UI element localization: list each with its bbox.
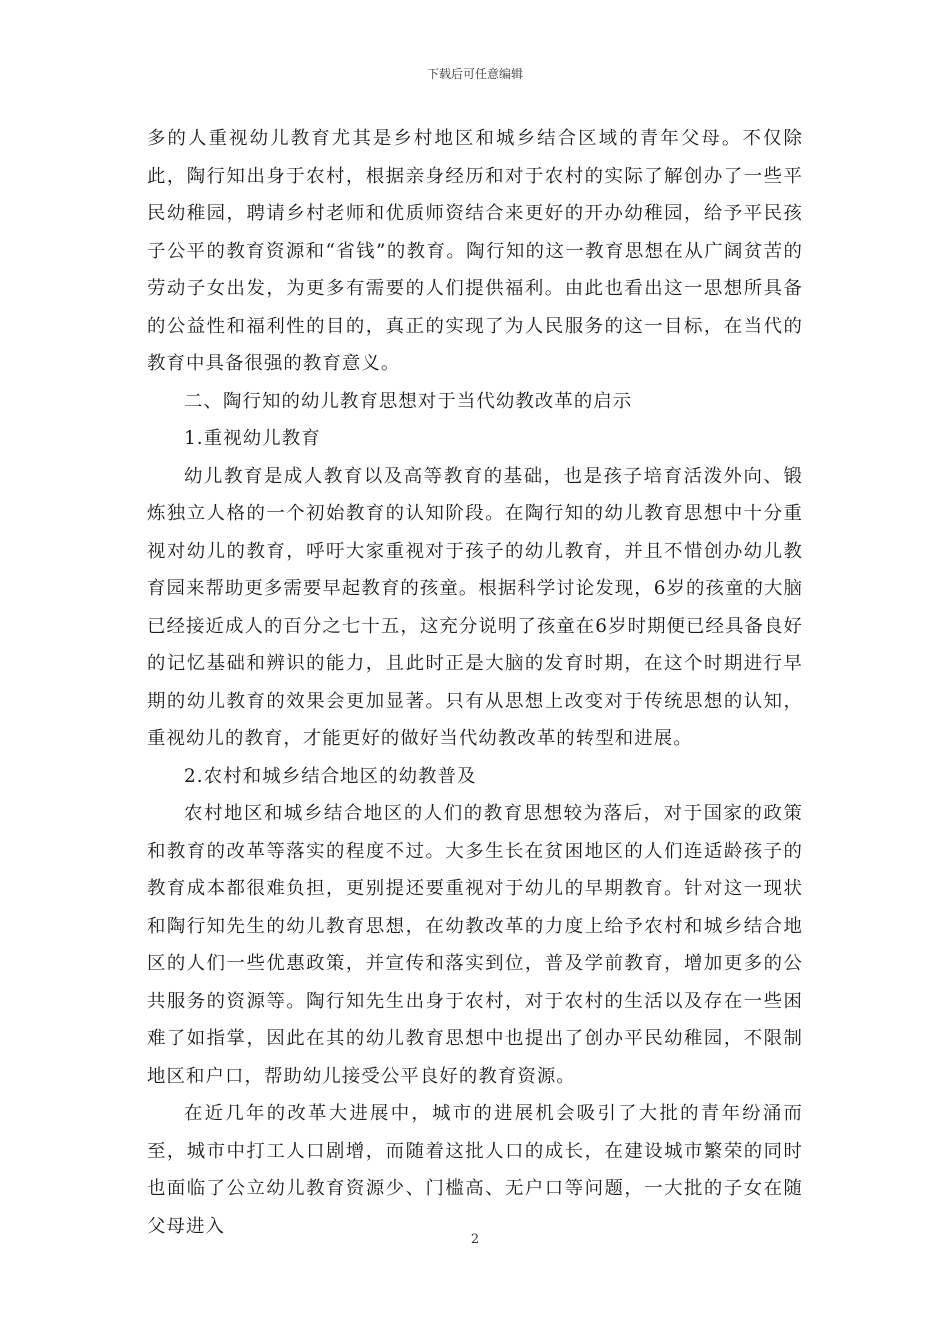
paragraph: 农村地区和城乡结合地区的人们的教育思想较为落后，对于国家的政策和教育的改革等落实的程度不过。大多生长在贫困地区的人们连适龄孩子的教育成本都很难负担，更别提还要重视对于幼儿的早期教育。针对这一现状和陶行知先生的幼儿教育思想，在幼教改革的力度上给予农村和城乡结合地区的人们一些优惠政策，并宣传和落实到位，普及学前教育，增加更多的公共服务的资源等。陶行知先生出身于农村，对于农村的生活以及存在一些困难了如指掌，因此在其的幼儿教育思想中也提出了创办平民幼稚园，不限制地区和户口，帮助幼儿接受公平良好的教育资源。 <box>147 803 803 1087</box>
subsection-heading-2: 2.农村和城乡结合地区的幼教普及 <box>184 765 477 787</box>
section-heading: 二、陶行知的幼儿教育思想对于当代幼教改革的启示 <box>184 390 633 412</box>
body-text <box>147 120 803 1245</box>
paragraph-continued: 多的人重视幼儿教育尤其是乡村地区和城乡结合区域的青年父母。不仅除此，陶行知出身于农村，根据亲身经历和对于农村的实际了解创办了一些平民幼稚园，聘请乡村老师和优质师资结合来更好的开办幼稚园，给予平民孩子公平的教育资源和“省钱”的教育。陶行知的这一教育思想在从广阔贫苦的劳动子女出发，为更多有需要的人们提供福利。由此也看出这一思想所具备的公益性和福利性的目的，真正的实现了为人民服务的这一目标，在当代的教育中具备很强的教育意义。 <box>147 128 803 374</box>
page-number: 2 <box>470 1232 480 1247</box>
subsection-heading-1: 1.重视幼儿教育 <box>184 428 321 449</box>
page-header: 下载后可任意编辑 <box>426 67 523 81</box>
paragraph: 幼儿教育是成人教育以及高等教育的基础，也是孩子培育活泼外向、锻炼独立人格的一个初始教育的认知阶段。在陶行知的幼儿教育思想中十分重视对幼儿的教育，呼吁大家重视对于孩子的幼儿教育，并且不惜创办幼儿教育园来帮助更多需要早起教育的孩童。根据科学讨论发现，6岁的孩童的大脑已经接近成人的百分之七十五，这充分说明了孩童在6岁时期便已经具备良好的记忆基础和辨识的能力，且此时正是大脑的发育时期，在这个时期进行早期的幼儿教育的效果会更加显著。只有从思想上改变对于传统思想的认知，重视幼儿的教育，才能更好的做好当代幼教改革的转型和进展。 <box>147 465 803 749</box>
paragraph: 在近几年的改革大进展中，城市的进展机会吸引了大批的青年纷涌而至，城市中打工人口剧增，而随着这批人口的成长，在建设城市繁荣的同时也面临了公立幼儿教育资源少、门槛高、无户口等问题，一大批的子女在随父母进入 <box>147 1103 803 1237</box>
